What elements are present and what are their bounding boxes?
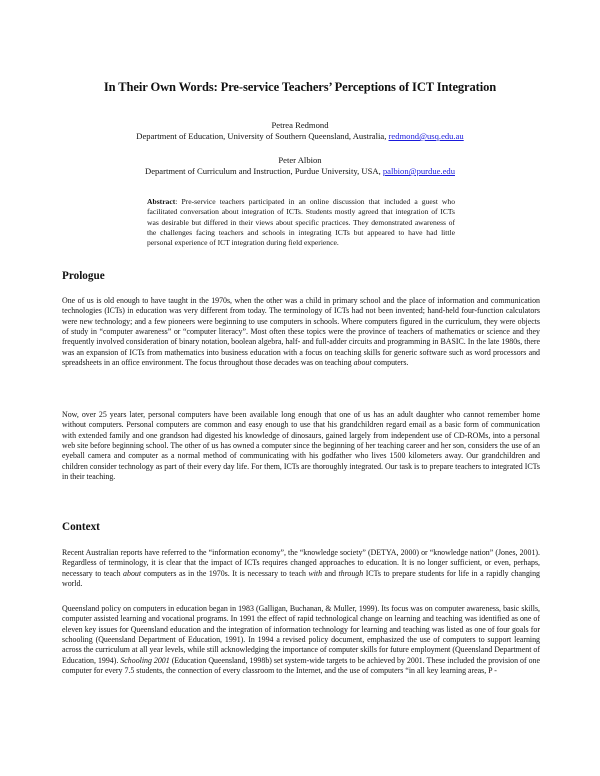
section-heading-prologue: Prologue [62,270,105,282]
affiliation-text: Department of Curriculum and Instruction, Purdue University, USA, [144,166,383,176]
emphasis: about [353,358,372,368]
author-1 [40,120,560,142]
text-run: (Education Queensland, 1998b) set system-wide targets to be achieved by 2001. These included the provision of one computer for every 7.5 students, the connection of every classroom to the Internet, and the use of computers “in all key learning areas, P - [62,655,540,676]
email-link[interactable]: palbion@purdue.edu [382,166,455,176]
text-run: ICTs to prepare students for life in a rapidly changing world. [62,568,540,589]
email-link[interactable]: redmond@usq.edu.au [388,131,464,141]
emphasis: with [308,568,323,578]
author-name: Peter Albion [278,155,322,165]
text-run: One of us is old enough to have taught in the 1970s, when the other was a child in primary school and the place of information and communication technologies (ICTs) in education was very different from today. The terminology of ICTs had not been invented; hand-held four-function calculators were new technology; and a few pioneers were beginning to use computers in schools. Where computers figured in the curriculum, they were objects of study in “computer awareness” or “computer literacy”. Most often these topics were the province of teachers of mathematics or science and they frequently involved consideration of binary notation, boolean algebra, half- and full-adder circuits and programming in BASIC. In the late 1980s, there was an expansion of ICTs from mathematics into business education with a focus on teaching skills for generic software such as word processors and spreadsheets in an office environment. The focus throughout those decades was on teaching [62,296,540,368]
text-run: Now, over 25 years later, personal computers have been available long enough that one of us has an adult daughter who cannot remember home without computers. Personal computers are common and easy enough to use that his grandchildren regard email as a basic form of communication with extended family and one grandson had digested his knowledge of dinosaurs, gained largely from independent use of CD-ROMs, into a personal web site before beginning school. The other of us has owned a computer since the beginning of her teaching career and her son, considers the use of an eyeball camera and computer as a normal method of communicating with his godfather who lives 1500 kilometers away. Our grandchildren and children consider technology as part of their every day life. For them, ICTs are thoroughly integrated. Our task is to prepare teachers to integrated ICTs in their teaching. [62,410,540,482]
paragraph [62,410,540,482]
author-affiliation [40,131,560,142]
abstract [147,197,455,248]
text-run: computers as in the 1970s. It is necessary to teach [141,568,309,578]
author-affiliation [40,166,560,177]
text-run: computers. [371,358,409,368]
paragraph [62,548,540,589]
abstract-label: Abstract [147,197,176,206]
paragraph [62,604,540,676]
section-heading-context: Context [62,521,100,533]
affiliation-text: Department of Education, University of Southern Queensland, Australia, [136,131,389,141]
emphasis: through [338,568,364,578]
text-run: and [322,568,339,578]
author-2 [40,155,560,177]
paragraph [62,296,540,368]
text-run: Recent Australian reports have referred to the “information economy”, the “knowledge society” (DETYA, 2000) or “knowledge nation” (Jones, 2001). Regardless of terminology, it is clear that the impact of ICTs requires changed approaches to education. It is no longer sufficient, or even, perhaps, necessary to teach [62,548,540,578]
paper-title: In Their Own Words: Pre-service Teachers’ Perceptions of ICT Integration [103,80,497,94]
emphasis: about [123,568,142,578]
author-name: Petrea Redmond [271,120,329,130]
text-run: Queensland policy on computers in education began in 1983 (Galligan, Buchanan, & Muller, 1999). Its focus was on computer awareness, basic skills, computer assisted learning and vocational programs. In 1991 the effect of rapid technological change on learning and teaching was identified as one of eleven key issues for Queensland education and the integration of information technology for learning and teaching was listed as one of four goals for schooling (Queensland Department of Education, 1991). In 1994 a revised policy document, emphasized the use of computers to support learning across the curriculum at all year levels, while still acknowledging the importance of computer skills for future employment (Queensland Department of Education, 1994). [62,604,540,665]
emphasis: Schooling 2001 [120,655,170,665]
abstract-text: : Pre-service teachers participated in an online discussion that included a guest who facilitated conversation about integration of ICTs. Students mostly agreed that integration of ICTs was desirable but differed in their views about specific practices. They demonstrated awareness of the challenges facing teachers and schools in integrating ICTs but appeared to have had little personal experience of ICT integration during field experience. [147,197,455,248]
